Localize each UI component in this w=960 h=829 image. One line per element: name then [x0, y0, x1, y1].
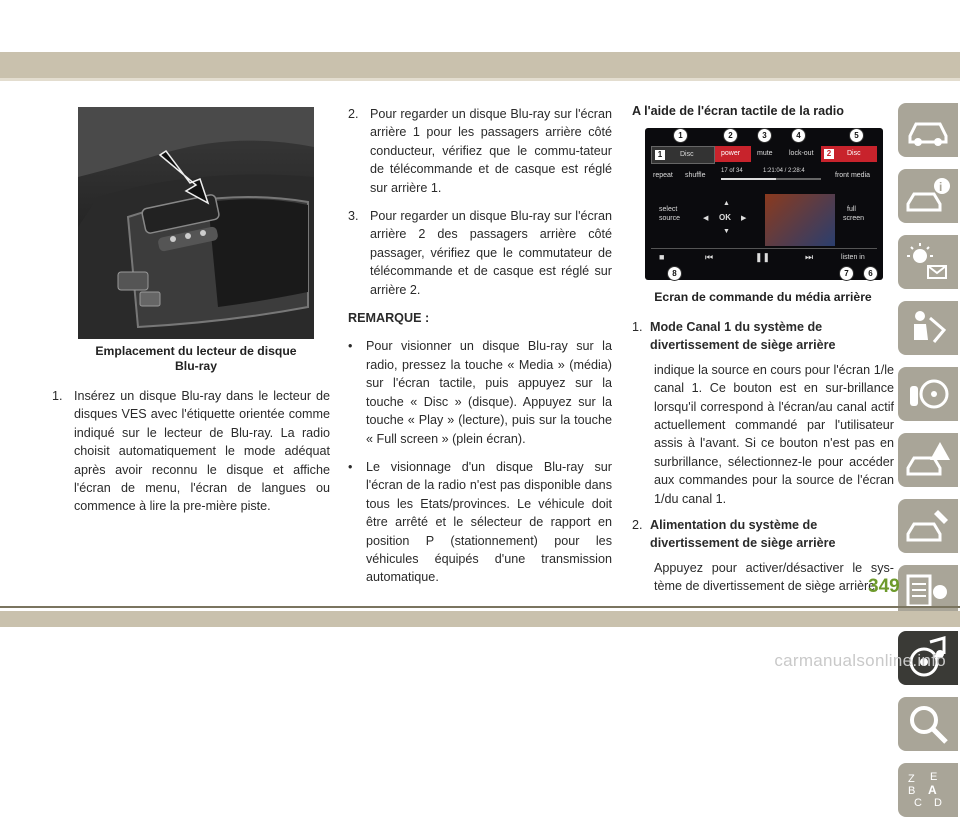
- left-item-1: [52, 387, 330, 516]
- power-label: power: [721, 150, 741, 157]
- right-item-2-heading: [632, 516, 894, 553]
- callout-6: 6: [863, 266, 878, 281]
- callout-2: 2: [723, 128, 738, 143]
- middle-item-3-text: Pour regarder un disque Blu-ray sur l'écran arrière 2 des passagers arrière côté passager, vérifiez que le commutateur de télécommande et de casque est réglé sur arrière 2.: [370, 209, 612, 297]
- car-warning-icon[interactable]: [898, 433, 958, 487]
- top-band: [0, 52, 960, 78]
- power-button: [715, 146, 751, 162]
- watermark: carmanualsonline.info: [774, 651, 946, 670]
- pause-icon: ❚❚: [755, 252, 771, 262]
- bullet-2: [348, 458, 612, 587]
- left-arrow-icon: ◀: [703, 215, 709, 222]
- svg-text:Z: Z: [908, 773, 915, 785]
- left-item-1-number: 1.: [52, 389, 63, 403]
- up-arrow-icon: ▲: [723, 200, 730, 207]
- top-band-accent: [0, 78, 960, 81]
- index-letters-icon[interactable]: [898, 763, 958, 817]
- shuffle-label: shuffle: [685, 172, 706, 179]
- svg-text:C: C: [914, 797, 922, 809]
- next-icon: ⏭: [805, 252, 814, 262]
- callout-7: 7: [839, 266, 854, 281]
- lockout-label: lock-out: [789, 150, 814, 157]
- select-source-line2: source: [659, 215, 681, 222]
- photo-caption-line2: Blu-ray: [175, 359, 217, 373]
- listen-in-label: listen in: [841, 254, 865, 261]
- photo-caption-line1: Emplacement du lecteur de disque: [95, 344, 297, 358]
- callout-1: 1: [673, 128, 688, 143]
- right-item-2-text: Appuyez pour activer/désactiver le sys-tème de divertissement de siège arrière.: [654, 560, 894, 594]
- controls-divider: [651, 248, 877, 249]
- ch2-disc-button: [821, 146, 877, 162]
- previous-icon: ⏮: [705, 252, 714, 262]
- track-info: 17 of 34: [721, 168, 743, 174]
- bottom-rule: [0, 606, 960, 608]
- middle-item-2-number: 2.: [348, 107, 359, 121]
- remarque-label: REMARQUE :: [348, 311, 430, 326]
- bullet-2-symbol: •: [348, 459, 353, 474]
- time-info: 1:21:04 / 2:28:4: [763, 168, 805, 174]
- left-item-1-text: Insérez un disque Blu-ray dans le lecteur de disques VES avec l'étiquette orientée comme indiqué sur le lecteur de Blu-ray. La radio choisit automatiquement le mode adéquat après avoir reconnu le disque et affiche l'écran de menu, l'écran de langues ou commence à lire la pre-mière piste.: [74, 389, 330, 514]
- svg-text:E: E: [930, 771, 938, 783]
- callout-5: 5: [849, 128, 864, 143]
- car-dashboard-icon[interactable]: [898, 103, 958, 157]
- select-source-line1: select: [659, 206, 678, 213]
- right-column: [632, 318, 894, 604]
- middle-column: [348, 105, 612, 597]
- right-arrow-icon: ▶: [741, 215, 747, 222]
- ch1-badge: 1: [655, 150, 665, 160]
- middle-item-2-text: Pour regarder un disque Blu-ray sur l'écran arrière 1 pour les passagers arrière côté conducteur, vérifiez que le commu-tateur de télécommande et de casque est réglé sur arrière 1.: [370, 107, 612, 195]
- bullet-1-text: Pour visionner un disque Blu-ray sur la radio, pressez la touche « Media » (média) sur l'écran tactile, puis appuyez sur la touche « Disc » (disque). Appuyez sur la touche « Play » (lecture), puis sur la touche « Full screen » (plein écran).: [366, 339, 612, 446]
- svg-text:A: A: [928, 783, 937, 797]
- stop-icon: ■: [659, 252, 665, 262]
- callout-8: 8: [667, 266, 682, 281]
- callout-4: 4: [791, 128, 806, 143]
- right-item-1-number: 1.: [632, 320, 643, 334]
- right-item-1-text: indique la source en cours pour l'écran 1/le canal 1. Ce bouton est en sur-brillance lorsqu'il correspond à l'écran/au canal actif actuellement commandé par l'utilisateur assis à l'avant. Si ce bouton n'est pas en surbrillance, sélectionnez-le pour accéder aux commandes pour la source de l'écran 1/du canal 1.: [654, 362, 894, 506]
- svg-text:i: i: [939, 180, 943, 194]
- full-screen-line1: full: [847, 206, 856, 213]
- bullet-2-text: Le visionnage d'un disque Blu-ray sur l'écran de la radio n'est pas disponible dans tous les Etats/provinces. Le véhicule doit être arrêté et le sélecteur de rapport en position P (stationnement) pour les véhicules équipés d'une transmission automatique.: [366, 459, 612, 585]
- safety-airbag-icon[interactable]: [898, 301, 958, 355]
- middle-item-3: [348, 207, 612, 299]
- progress-track: [721, 178, 821, 180]
- down-arrow-icon: ▼: [723, 228, 730, 235]
- rear-media-screen-image: [645, 128, 883, 280]
- svg-text:B: B: [908, 785, 916, 797]
- bottom-band: [0, 611, 960, 627]
- repeat-label: repeat: [653, 172, 673, 179]
- warning-lights-icon[interactable]: [898, 235, 958, 289]
- bullet-1: [348, 337, 612, 447]
- bullet-1-symbol: •: [348, 339, 353, 354]
- ch2-badge: 2: [824, 149, 834, 159]
- steering-start-icon[interactable]: [898, 367, 958, 421]
- right-item-1-title: Mode Canal 1 du système de divertissement de siège arrière: [650, 320, 836, 353]
- progress-fill: [721, 178, 776, 180]
- front-media-label: front media: [835, 172, 871, 179]
- ch2-label: Disc: [847, 150, 861, 157]
- car-service-icon[interactable]: [898, 499, 958, 553]
- page-number: 349: [868, 576, 900, 597]
- album-art: [765, 194, 835, 246]
- ch1-disc-button: [651, 146, 715, 164]
- right-item-2-title: Alimentation du système de divertissement de siège arrière: [650, 518, 836, 551]
- full-screen-line2: screen: [843, 215, 865, 222]
- car-info-icon[interactable]: [898, 169, 958, 223]
- ch1-label: Disc: [680, 151, 694, 158]
- chapter-tabs: [898, 103, 960, 829]
- callout-3: 3: [757, 128, 772, 143]
- direction-pad: [701, 200, 761, 238]
- right-item-1-heading: [632, 318, 894, 355]
- blu-ray-console-photo: [78, 107, 314, 339]
- ok-label: OK: [719, 213, 731, 222]
- right-item-2-number: 2.: [632, 518, 643, 533]
- middle-item-2: [348, 105, 612, 197]
- middle-item-3-number: 3.: [348, 209, 359, 224]
- photo-caption: [78, 344, 314, 374]
- search-magnify-icon[interactable]: [898, 697, 958, 751]
- svg-text:D: D: [934, 797, 942, 809]
- screen-caption: Ecran de commande du média arrière: [654, 290, 872, 304]
- section-title: A l'aide de l'écran tactile de la radio: [632, 104, 844, 118]
- mute-label: mute: [757, 150, 773, 157]
